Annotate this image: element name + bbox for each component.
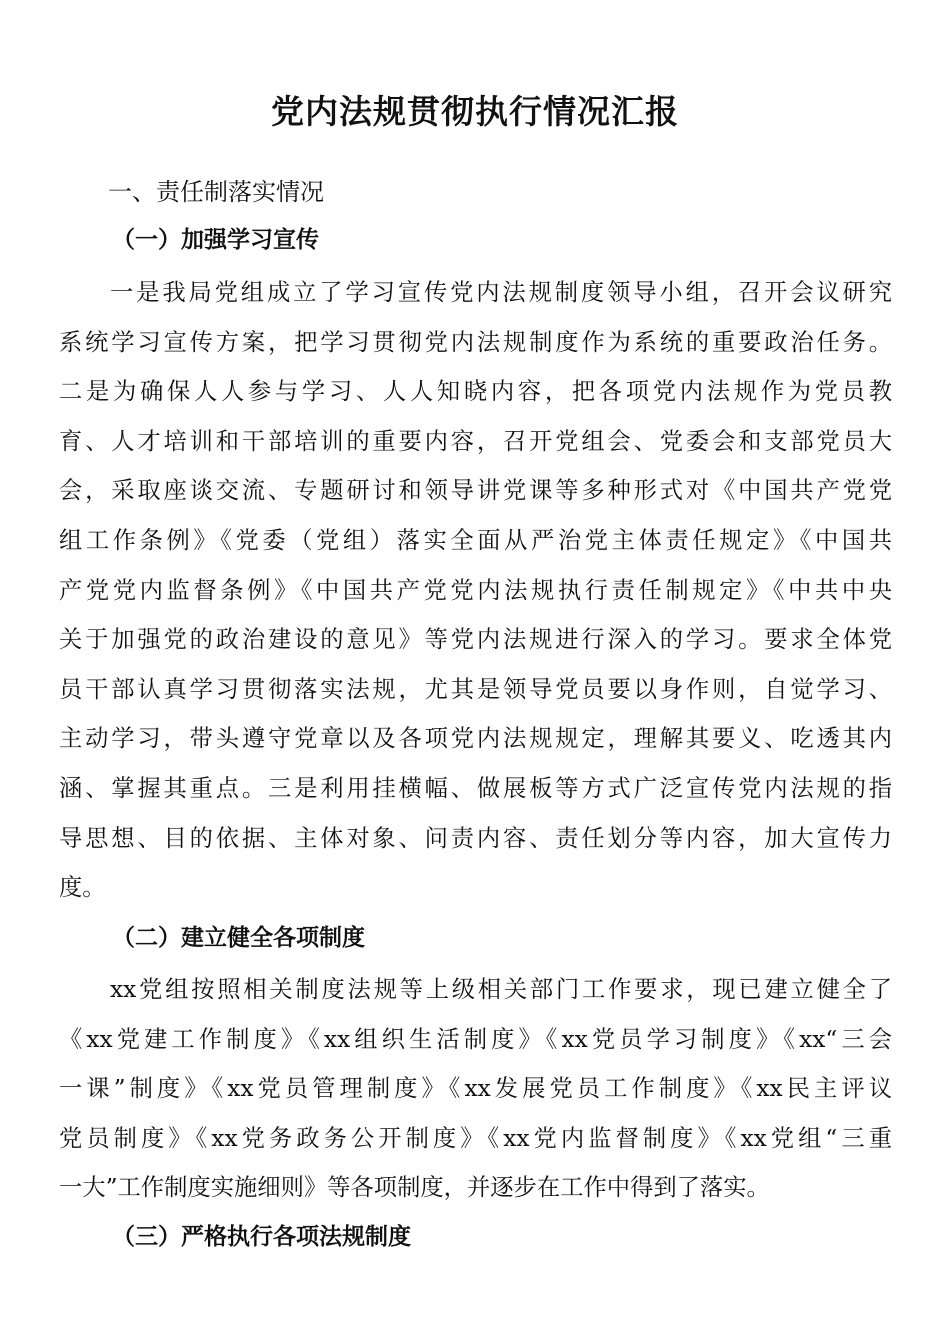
- paragraph-line: 员干部认真学习贯彻落实法规，尤其是领导党员要以身作则，自觉学习、: [59, 675, 892, 703]
- paragraph-system-building: [59, 965, 892, 1213]
- paragraph-line: 会，采取座谈交流、专题研讨和领导讲党课等多种形式对《中国共产党党: [59, 477, 892, 505]
- paragraph-line: 党员制度》《xx党务政务公开制度》《xx党内监督制度》《xx党组“三重: [59, 1124, 892, 1152]
- subsection-heading-3: （三）严格执行各项法规制度: [112, 1223, 411, 1250]
- subsection-heading-1: （一）加强学习宣传: [112, 226, 319, 253]
- paragraph-line: xx党组按照相关制度法规等上级相关部门工作要求，现已建立健全了: [110, 976, 892, 1003]
- paragraph-study-publicity: [59, 268, 892, 913]
- document-title: 党内法规贯彻执行情况汇报: [271, 92, 679, 131]
- paragraph-line: 度。: [59, 874, 106, 902]
- section-heading: 一、责任制落实情况: [108, 178, 324, 206]
- paragraph-line: 导思想、目的依据、主体对象、问责内容、责任划分等内容，加大宣传力: [59, 824, 892, 852]
- paragraph-line: 一大”工作制度实施细则》等各项制度，并逐步在工作中得到了落实。: [59, 1174, 770, 1202]
- subsection-heading-2: （二）建立健全各项制度: [112, 924, 365, 951]
- paragraph-line: 一是我局党组成立了学习宣传党内法规制度领导小组，召开会议研究: [110, 279, 892, 306]
- paragraph-line: 涵、掌握其重点。三是利用挂横幅、做展板等方式广泛宣传党内法规的指: [59, 774, 892, 802]
- paragraph-line: 育、人才培训和干部培训的重要内容，召开党组会、党委会和支部党员大: [59, 427, 892, 455]
- paragraph-line: 关于加强党的政治建设的意见》等党内法规进行深入的学习。要求全体党: [59, 626, 892, 654]
- paragraph-line: 《xx党建工作制度》《xx组织生活制度》《xx党员学习制度》《xx“三会: [59, 1025, 892, 1053]
- paragraph-line: 一课”制度》《xx党员管理制度》《xx发展党员工作制度》《xx民主评议: [59, 1075, 892, 1103]
- paragraph-line: 系统学习宣传方案，把学习贯彻党内法规制度作为系统的重要政治任务。: [59, 328, 892, 356]
- paragraph-line: 产党党内监督条例》《中国共产党党内法规执行责任制规定》《中共中央: [59, 576, 892, 604]
- paragraph-line: 主动学习，带头遵守党章以及各项党内法规规定，理解其要义、吃透其内: [59, 725, 892, 753]
- paragraph-line: 组工作条例》《党委（党组）落实全面从严治党主体责任规定》《中国共: [59, 526, 892, 554]
- paragraph-line: 二是为确保人人参与学习、人人知晓内容，把各项党内法规作为党员教: [59, 378, 892, 406]
